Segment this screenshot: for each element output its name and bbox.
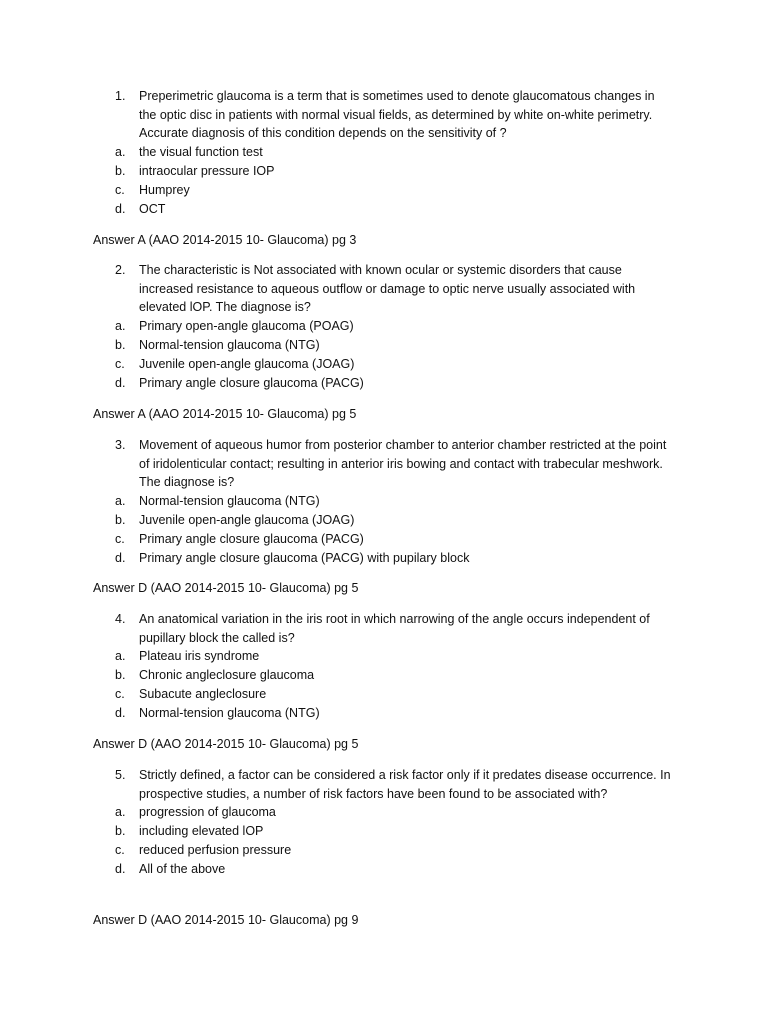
option-a	[115, 803, 675, 822]
option-d	[115, 549, 675, 568]
option-text: Primary angle closure glaucoma (PACG)	[139, 375, 364, 390]
option-letter: a.	[115, 493, 126, 508]
option-text: Humprey	[139, 182, 190, 197]
question-number: 4.	[115, 612, 126, 626]
option-d	[115, 860, 675, 879]
question-text: Movement of aqueous humor from posterior chamber to anterior chamber restricted at the point of iridolenticular contact; resulting in anterior iris bowing and contact with trabecular meshwork. The diagnose is?	[139, 438, 667, 489]
option-d	[115, 374, 675, 393]
option-letter: d.	[115, 862, 126, 876]
option-text: intraocular pressure IOP	[139, 163, 275, 178]
option-c	[115, 530, 675, 549]
option-text: including elevated lOP	[139, 824, 264, 838]
option-letter: d.	[115, 550, 126, 565]
option-text: reduced perfusion pressure	[139, 843, 292, 857]
question-text: Strictly defined, a factor can be considered a risk factor only if it predates disease occurrence. In prospective studies, a number of risk factors have been found to be associated with?	[139, 768, 671, 801]
option-text: Subacute angleclosure	[139, 687, 267, 701]
option-letter: b.	[115, 668, 126, 682]
option-letter: c.	[115, 531, 125, 546]
answer-5: Answer D (AAO 2014-2015 10- Glaucoma) pg 9	[93, 913, 359, 927]
option-letter: b.	[115, 824, 126, 838]
option-b	[115, 336, 675, 355]
option-letter: b.	[115, 337, 126, 352]
option-b	[115, 511, 675, 530]
option-text: Chronic angleclosure glaucoma	[139, 668, 315, 682]
question-stem	[115, 610, 675, 647]
option-letter: c.	[115, 182, 125, 197]
answer-1: Answer A (AAO 2014-2015 10- Glaucoma) pg 3	[93, 233, 357, 247]
question-5	[115, 766, 675, 879]
option-b	[115, 822, 675, 841]
option-d	[115, 704, 675, 723]
option-letter: a.	[115, 649, 126, 663]
option-text: Primary angle closure glaucoma (PACG)	[139, 531, 364, 546]
option-letter: b.	[115, 512, 126, 527]
option-text: Primary open-angle glaucoma (POAG)	[139, 318, 354, 333]
option-a	[115, 143, 675, 162]
question-text: An anatomical variation in the iris root in which narrowing of the angle occurs independent of pupillary block the called is?	[139, 612, 650, 645]
option-letter: d.	[115, 201, 126, 216]
question-stem	[115, 436, 675, 492]
question-text: The characteristic is Not associated with known ocular or systemic disorders that cause increased resistance to aqueous outflow or damage to optic nerve usually associated with elevated lOP. The diagnose is?	[139, 263, 636, 314]
question-3	[115, 436, 675, 568]
option-text: Primary angle closure glaucoma (PACG) with pupilary block	[139, 550, 470, 565]
answer-4: Answer D (AAO 2014-2015 10- Glaucoma) pg 5	[93, 737, 359, 751]
option-a	[115, 317, 675, 336]
option-letter: a.	[115, 144, 126, 159]
option-letter: c.	[115, 843, 125, 857]
question-1	[115, 87, 675, 219]
option-letter: c.	[115, 356, 125, 371]
option-letter: a.	[115, 318, 126, 333]
option-text: Normal-tension glaucoma (NTG)	[139, 337, 320, 352]
option-text: Juvenile open-angle glaucoma (JOAG)	[139, 512, 355, 527]
option-b	[115, 162, 675, 181]
option-text: progression of glaucoma	[139, 805, 276, 819]
question-4	[115, 610, 675, 723]
question-stem	[115, 87, 675, 143]
option-text: Normal-tension glaucoma (NTG)	[139, 706, 320, 720]
option-letter: b.	[115, 163, 126, 178]
question-text: Preperimetric glaucoma is a term that is sometimes used to denote glaucomatous changes in the optic disc in patients with normal visual fields, as determined by white on-white perimetry. Accurate diagnosis of this condition depends on the sensitivity of ?	[139, 89, 655, 140]
option-b	[115, 666, 675, 685]
option-text: OCT	[139, 201, 166, 216]
option-c	[115, 685, 675, 704]
option-a	[115, 647, 675, 666]
option-c	[115, 181, 675, 200]
question-number: 5.	[115, 768, 126, 782]
option-letter: d.	[115, 706, 126, 720]
option-text: Juvenile open-angle glaucoma (JOAG)	[139, 356, 355, 371]
option-text: Normal-tension glaucoma (NTG)	[139, 493, 320, 508]
option-a	[115, 492, 675, 511]
answer-2: Answer A (AAO 2014-2015 10- Glaucoma) pg 5	[93, 407, 357, 421]
option-c	[115, 841, 675, 860]
question-number: 3.	[115, 438, 126, 452]
option-letter: d.	[115, 375, 126, 390]
question-stem	[115, 261, 675, 317]
option-c	[115, 355, 675, 374]
option-text: Plateau iris syndrome	[139, 649, 260, 663]
option-text: All of the above	[139, 862, 226, 876]
question-2	[115, 261, 675, 393]
option-letter: c.	[115, 687, 125, 701]
option-d	[115, 200, 675, 219]
option-letter: a.	[115, 805, 126, 819]
answer-3: Answer D (AAO 2014-2015 10- Glaucoma) pg 5	[93, 581, 359, 595]
question-stem	[115, 766, 675, 803]
question-number: 2.	[115, 263, 126, 277]
option-text: the visual function test	[139, 144, 263, 159]
question-number: 1.	[115, 89, 126, 103]
